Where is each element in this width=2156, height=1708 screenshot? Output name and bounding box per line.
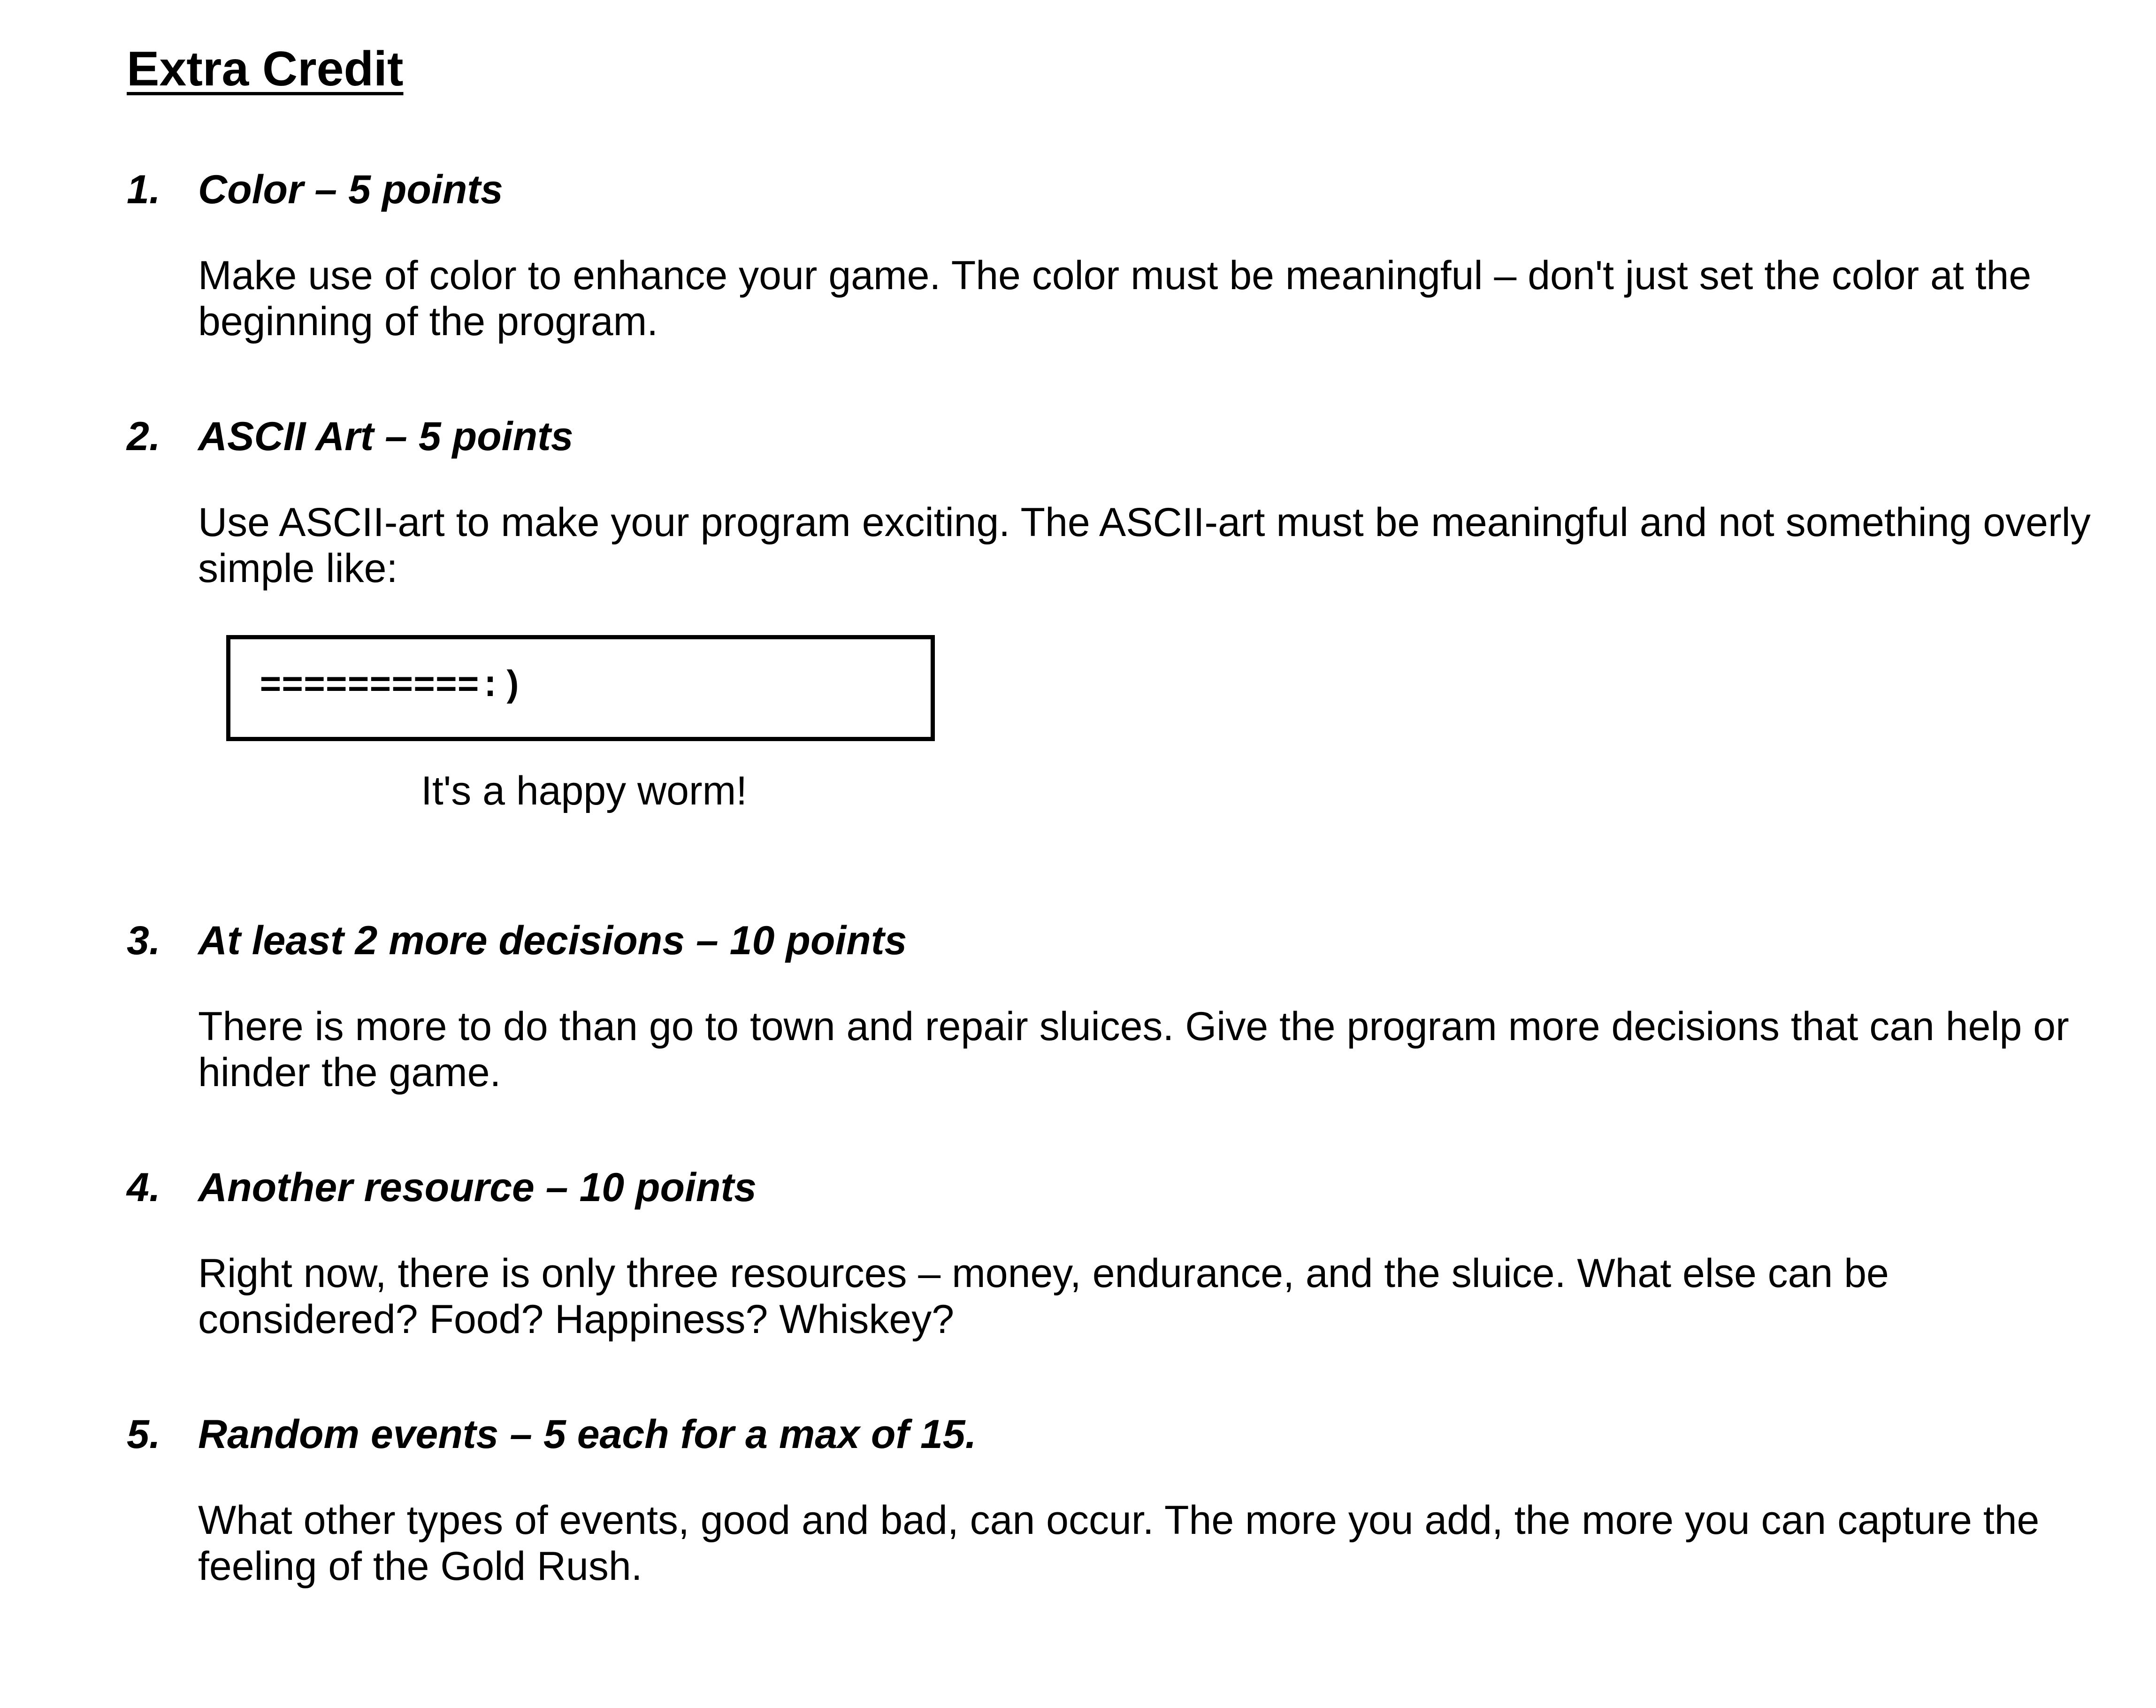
item-heading-random-events <box>127 1411 977 1458</box>
item-heading-text: Color – 5 points <box>198 167 503 212</box>
ascii-art-example: ==========:) <box>260 666 523 707</box>
item-heading-text: ASCII Art – 5 points <box>198 414 573 459</box>
item-number: 1. <box>127 167 161 212</box>
item-number: 4. <box>127 1165 161 1210</box>
item-heading-text: Another resource – 10 points <box>198 1165 757 1210</box>
item-body-resource: Right now, there is only three resources – money, endurance, and the sluice. What else can be considered? Food? Happiness? Whiskey? <box>198 1251 1889 1342</box>
item-body-decisions: There is more to do than go to town and repair sluices. Give the program more decisions that can help or hinder the game. <box>198 1004 2069 1095</box>
ascii-art-caption: It's a happy worm! <box>421 768 748 813</box>
item-heading-text: At least 2 more decisions – 10 points <box>198 918 907 963</box>
item-heading-color <box>127 167 503 213</box>
item-number: 3. <box>127 918 161 963</box>
ascii-art-example-box <box>226 635 935 741</box>
item-body-color: Make use of color to enhance your game. The color must be meaningful – don't just set the color at the beginning of the program. <box>198 253 2032 344</box>
item-body-ascii-art: Use ASCII-art to make your program exciting. The ASCII-art must be meaningful and not something overly simple like: <box>198 500 2091 591</box>
item-number: 2. <box>127 414 161 459</box>
item-heading-text: Random events – 5 each for a max of 15. <box>198 1412 977 1457</box>
item-heading-resource <box>127 1164 757 1211</box>
item-heading-decisions <box>127 918 907 964</box>
item-heading-ascii-art <box>127 414 573 460</box>
page-title: Extra Credit <box>127 42 404 96</box>
item-number: 5. <box>127 1412 161 1457</box>
item-body-random-events: What other types of events, good and bad, can occur. The more you add, the more you can capture the feeling of the Gold Rush. <box>198 1498 2040 1589</box>
